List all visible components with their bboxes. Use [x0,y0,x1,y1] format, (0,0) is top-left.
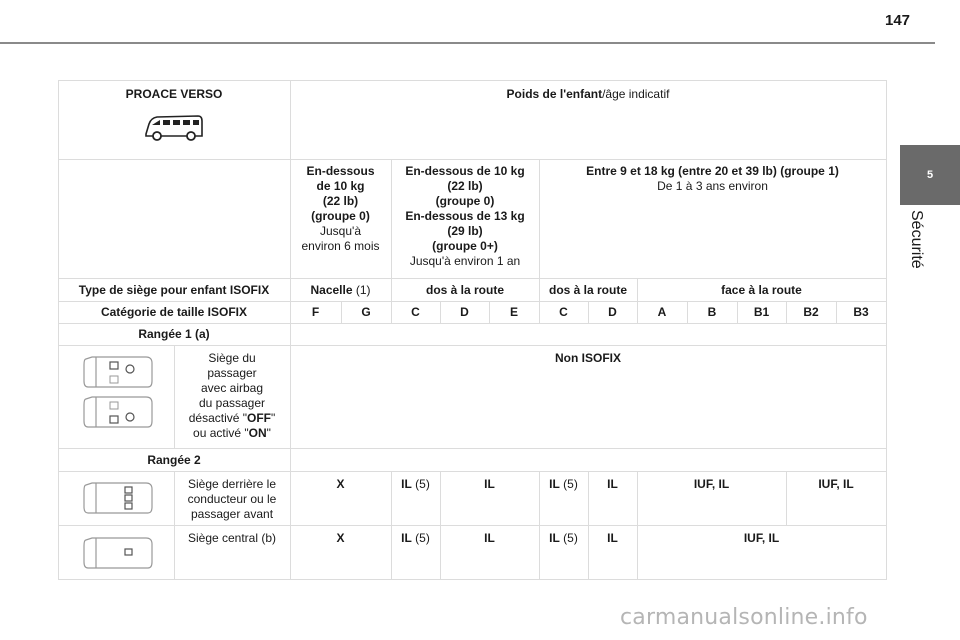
on-prefix: ou activé " [193,426,249,440]
rear-il-2-note: (5) [559,477,578,491]
chapter-tab[interactable] [900,145,960,205]
rear-seat-value: IL [607,477,618,491]
category-cell: B1 [753,305,770,319]
category-cell: B [707,305,717,319]
group-0a-line4: (groupe 0) [311,209,370,223]
passenger-seat-line4: du passager [198,396,266,410]
vehicle-name: PROACE VERSO [125,87,223,101]
category-cell: G [361,305,371,319]
rear-il-2: IL [549,477,560,491]
group-1-age: De 1 à 3 ans environ [657,179,768,193]
center-seat-label: Siège central (b) [187,531,277,545]
rear-seat-value: IL [484,477,495,491]
rear-seat-label [174,477,290,522]
type-row-label: Type de siège pour enfant ISOFIX [78,283,270,297]
center-seat-value [391,531,440,546]
group-0a-line2: de 10 kg [316,179,365,193]
center-il: IL [401,531,412,545]
passenger-seat-line2: passager [207,366,257,380]
rear-seat-value [539,477,588,492]
header-rule [0,42,935,44]
page-number: 147 [885,12,911,29]
weight-subtitle: /âge indicatif [602,87,670,101]
category-row-label: Catégorie de taille ISOFIX [100,305,248,319]
center-il-note: (5) [411,531,430,545]
rear-seat-line1: Siège derrière le [187,477,277,491]
category-cell: F [311,305,320,319]
type-nacelle [290,283,391,298]
rear-seat-line2: conducteur ou le [187,492,277,506]
type-dos1: dos à la route [425,283,505,297]
group-0a [290,164,391,254]
type-face: face à la route [721,283,802,297]
chapter-number: 5 [926,169,934,181]
passenger-seat-line3: avec airbag [200,381,264,395]
group-0b-line6: (groupe 0+) [432,239,498,253]
rear-seat-value: X [336,477,345,491]
category-cell: A [657,305,667,319]
group-0b-line5: (29 lb) [447,224,483,238]
group-0a-line1: En-dessous [306,164,375,178]
group-0b-line4: En-dessous de 13 kg [405,209,525,223]
front-seat-diagram-icon [82,353,154,438]
category-cell: D [460,305,469,319]
nacelle-label: Nacelle [310,283,353,297]
on-label: ON [248,426,267,440]
group-1-title: Entre 9 et 18 kg (entre 20 et 39 lb) (groupe 1) [586,164,839,178]
category-cell: B2 [803,305,819,319]
off-suffix: " [271,411,276,425]
category-cell: B3 [853,305,869,319]
rear-il: IL [401,477,412,491]
chapter-title: Sécurité [908,210,925,269]
group-0b [391,164,539,269]
category-cell: E [509,305,518,319]
non-isofix-value: Non ISOFIX [555,351,621,365]
center-seat-value: IUF, IL [743,531,780,545]
rear-seat-value: IUF, IL [693,477,730,491]
passenger-seat-line1: Siège du [208,351,256,365]
nacelle-note: (1) [352,283,371,297]
passenger-seat-label [174,351,290,441]
group-1 [539,164,886,194]
on-suffix: " [266,426,271,440]
van-icon [143,112,205,149]
category-cell: C [411,305,420,319]
rear-seat-line3: passager avant [190,507,274,521]
center-il-2: IL [549,531,560,545]
passenger-seat-line6 [174,426,290,441]
watermark: carmanualsonline.info [620,605,868,630]
type-dos2: dos à la route [548,283,628,297]
weight-title: Poids de l'enfant [506,87,603,101]
group-0a-line3: (22 lb) [322,194,359,208]
center-seat-value: IL [607,531,618,545]
rear-seat-value: IUF, IL [818,477,854,491]
rear-il-note: (5) [411,477,430,491]
center-il-2-note: (5) [559,531,578,545]
center-seat-value: IL [484,531,495,545]
rear-seat-diagram-icon [82,481,154,522]
group-0a-age1: Jusqu'à [320,224,361,238]
passenger-seat-line5 [174,411,290,426]
group-0b-line3: (groupe 0) [435,194,495,208]
weight-header [290,87,886,102]
group-0a-age2: environ 6 mois [301,239,380,253]
group-0b-line1: En-dessous de 10 kg [405,164,525,178]
row-1-heading: Rangée 1 (a) [138,327,210,341]
group-0b-line2: (22 lb) [447,179,483,193]
off-label: OFF [247,411,272,425]
category-cell: D [608,305,617,319]
center-seat-value [539,531,588,546]
center-seat-value: X [336,531,345,545]
group-0b-age: Jusqu'à environ 1 an [409,254,521,268]
rear-seat-value [391,477,440,492]
center-seat-diagram-icon [82,536,154,577]
off-prefix: désactivé " [188,411,248,425]
category-cell: C [559,305,568,319]
row-2-heading: Rangée 2 [147,453,201,467]
